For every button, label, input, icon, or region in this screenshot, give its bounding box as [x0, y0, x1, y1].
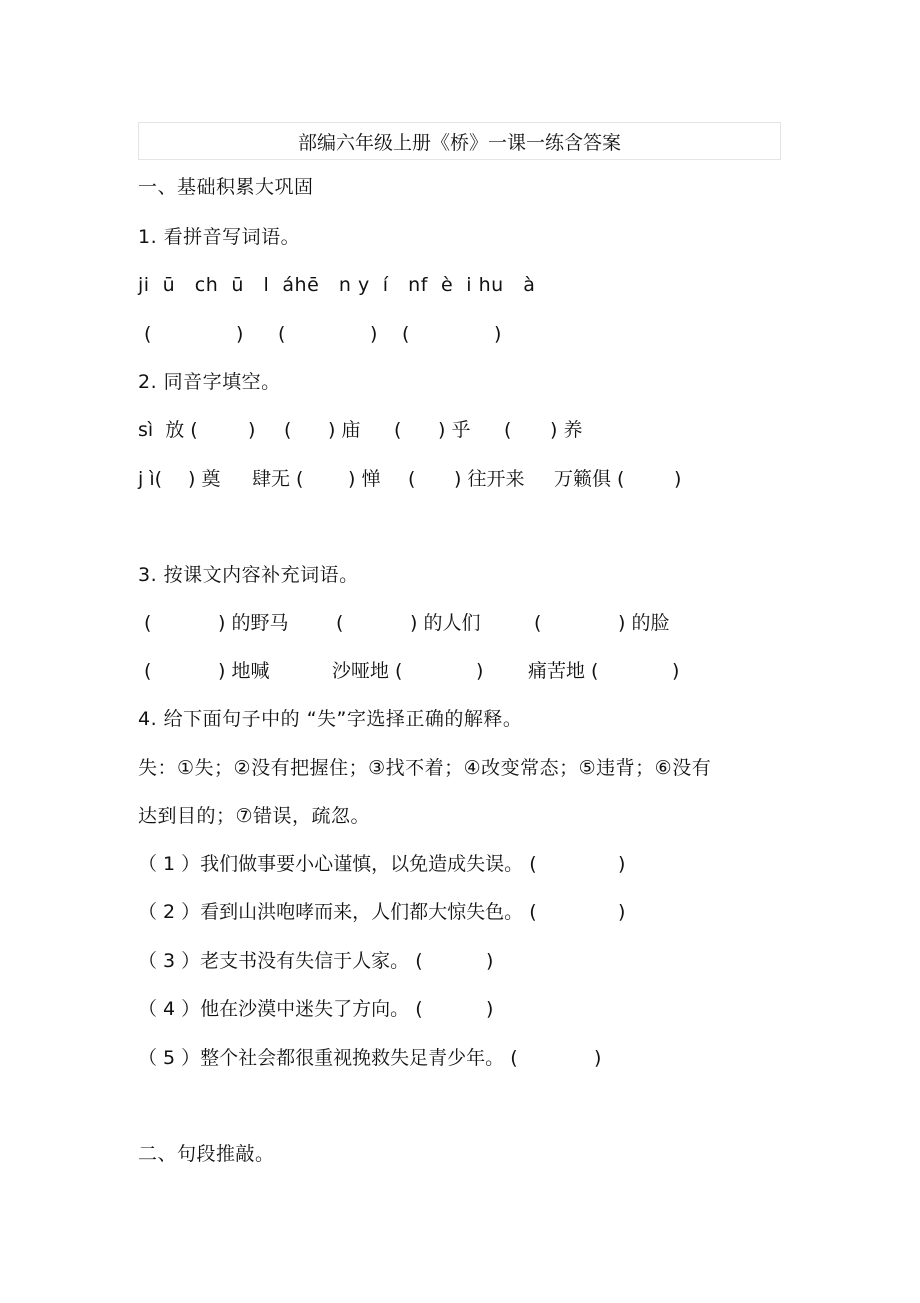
- q2-r1-seg: sì 放 (: [138, 419, 198, 441]
- q2-r2-seg: ) 往开来: [454, 468, 525, 490]
- q3-r1-seg: (: [336, 612, 344, 634]
- q2-r2-seg: 肆无 (: [252, 468, 304, 490]
- q2-row-2: [138, 466, 778, 492]
- q4-item-close: ): [618, 853, 626, 875]
- q3-r1-seg: (: [144, 612, 152, 634]
- section1-heading: 一、基础积累大巩固: [138, 176, 314, 198]
- q2-r1-seg: ) 养: [550, 419, 583, 441]
- q4-item: [138, 948, 778, 974]
- q4-item: [138, 899, 778, 925]
- q3-r2-seg: (: [144, 660, 152, 682]
- q1-blank-3[interactable]: ( ): [402, 323, 502, 345]
- q2-r1-seg: ) 乎: [438, 419, 471, 441]
- q2-r2-seg: ) 奠: [188, 468, 221, 490]
- q4-item-text: （ 4 ）他在沙漠中迷失了方向。 (: [138, 998, 423, 1020]
- q4-item: [138, 851, 778, 877]
- q4-item-close: ): [486, 998, 494, 1020]
- q1-label: 1. 看拼音写词语。: [138, 226, 301, 248]
- q3-r2-seg: ): [476, 660, 484, 682]
- q3-r2-seg: 痛苦地 (: [528, 660, 599, 682]
- q2-r1-seg: (: [504, 419, 512, 441]
- q2-r2-seg: 万籁俱 (: [554, 468, 625, 490]
- q2-r1-seg: ): [248, 419, 256, 441]
- q4-label: 4. 给下面句子中的 “失”字选择正确的解释。: [138, 708, 523, 730]
- q2-r2-seg: ) 惮: [348, 468, 381, 490]
- q4-item-text: （ 1 ）我们做事要小心谨慎，以免造成失误。 (: [138, 853, 537, 875]
- q2-r2-seg: ): [674, 468, 682, 490]
- q3-label: 3. 按课文内容补充词语。: [138, 564, 359, 586]
- q3-r2-seg: 沙哑地 (: [332, 660, 403, 682]
- section2-heading: 二、句段推敲。: [138, 1143, 275, 1165]
- q3-row-2: [138, 658, 778, 684]
- q4-item: [138, 996, 778, 1022]
- q3-r1-seg: ) 的脸: [618, 612, 670, 634]
- q3-r2-seg: ): [672, 660, 680, 682]
- q4-item: [138, 1045, 778, 1071]
- q4-item-close: ): [594, 1047, 602, 1069]
- document-title: 部编六年级上册《桥》一课一练含答案: [297, 131, 621, 154]
- q2-r1-seg: (: [284, 419, 292, 441]
- q2-r1-seg: (: [394, 419, 402, 441]
- q2-label: 2. 同音字填空。: [138, 371, 281, 393]
- q1-blanks-row: [138, 321, 738, 347]
- document-title-box: [138, 122, 781, 160]
- q4-definitions-line-1: 失：①失；②没有把握住；③找不着；④改变常态；⑤违背；⑥没有: [138, 757, 712, 779]
- q2-r2-seg: (: [408, 468, 416, 490]
- q3-row-1: [138, 610, 778, 636]
- q3-r1-seg: ) 的野马: [218, 612, 289, 634]
- q3-r2-seg: ) 地喊: [218, 660, 270, 682]
- q1-pinyin: ji ū ch ū l áhē n y í nf è i hu à: [138, 274, 536, 296]
- q2-row-1: [138, 417, 778, 443]
- q2-r1-seg: ) 庙: [328, 419, 361, 441]
- q4-item-close: ): [486, 950, 494, 972]
- q4-item-close: ): [618, 901, 626, 923]
- q4-item-text: （ 5 ）整个社会都很重视挽救失足青少年。 (: [138, 1047, 518, 1069]
- q1-blank-2[interactable]: ( ): [278, 323, 378, 345]
- q3-r1-seg: (: [534, 612, 542, 634]
- q4-item-text: （ 2 ）看到山洪咆哮而来，人们都大惊失色。 (: [138, 901, 537, 923]
- q4-item-text: （ 3 ）老支书没有失信于人家。 (: [138, 950, 423, 972]
- q1-blank-1[interactable]: ( ): [144, 323, 244, 345]
- q3-r1-seg: ) 的人们: [410, 612, 481, 634]
- q4-definitions-line-2: 达到目的；⑦错误，疏忽。: [138, 805, 371, 827]
- q2-r2-seg: j ì(: [138, 468, 163, 490]
